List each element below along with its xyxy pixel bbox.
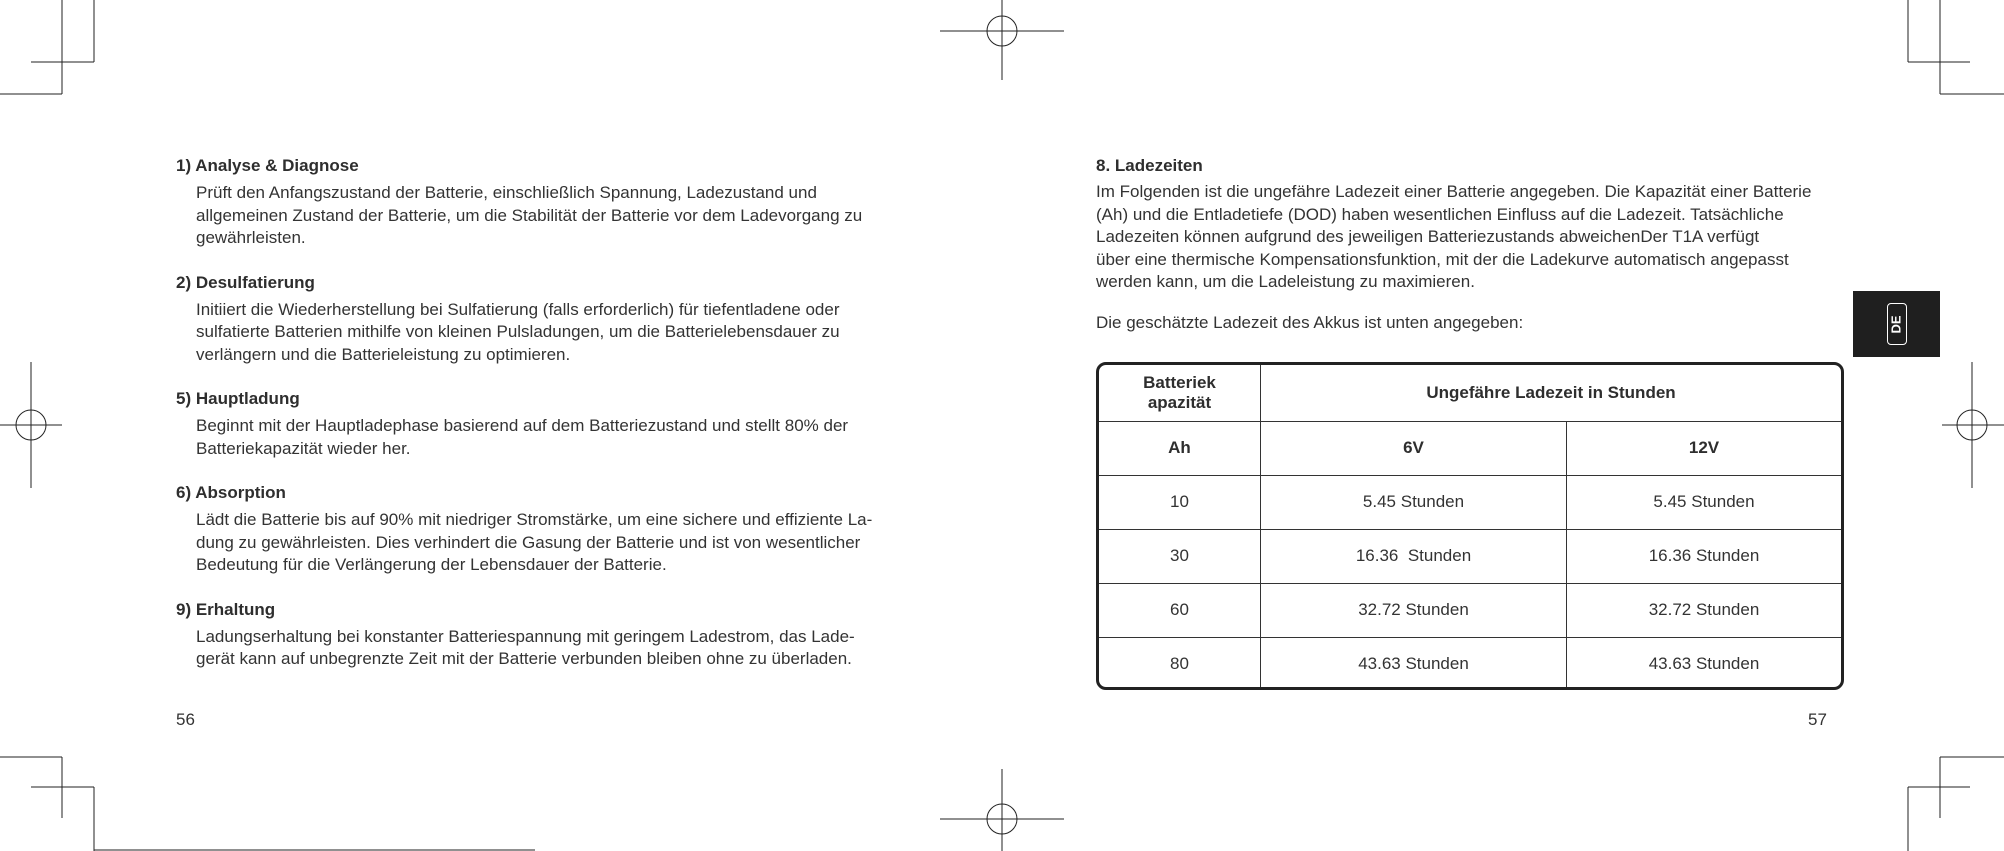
text-line: Prüft den Anfangszustand der Batterie, einschließlich Spannung, Ladezustand und	[196, 183, 817, 202]
subheader-12v: 12V	[1567, 421, 1842, 475]
table-row	[1099, 475, 1841, 529]
table-subheader-row	[1099, 421, 1841, 475]
text-line: Im Folgenden ist die ungefähre Ladezeit einer Batterie angegeben. Die Kapazität einer Batterie	[1096, 182, 1812, 201]
cell-ah: 10	[1099, 475, 1261, 529]
section-body	[176, 299, 916, 367]
page-number-right: 57	[1808, 710, 1827, 729]
section-title: 2) Desulfatierung	[176, 272, 315, 292]
cell-12v: 16.36 Stunden	[1567, 529, 1842, 583]
table-header-row	[1099, 365, 1841, 421]
text-line: Ladungserhaltung bei konstanter Batteriespannung mit geringem Ladestrom, das Lade-	[196, 626, 855, 646]
section-title: 6) Absorption	[176, 483, 286, 502]
section-body	[176, 415, 916, 460]
text-line: Initiiert die Wiederherstellung bei Sulfatierung (falls erforderlich) für tiefentladene oder	[196, 299, 840, 319]
cell-12v: 5.45 Stunden	[1567, 475, 1842, 529]
section-erhaltung	[176, 599, 916, 671]
text-line: dung zu gewährleisten. Dies verhindert die Gasung der Batterie und ist von wesentlicher	[196, 532, 861, 552]
cell-6v: 32.72 Stunden	[1261, 583, 1567, 637]
section-hauptladung	[176, 388, 916, 460]
text-line: Ladezeiten können aufgrund des jeweiligen Batteriezustands abweichenDer T1A verfügt	[1096, 227, 1760, 246]
language-label: DE	[1889, 314, 1904, 334]
table-intro-text: Die geschätzte Ladezeit des Akkus ist unten angegeben:	[1096, 312, 1524, 332]
text-line: sulfatierte Batterien mithilfe von kleinen Pulsladungen, um die Batterielebensdauer zu	[196, 322, 840, 341]
subheader-6v: 6V	[1261, 421, 1567, 475]
section-title-ladezeiten: 8. Ladezeiten	[1096, 156, 1203, 175]
section-desulfatierung	[176, 272, 916, 367]
cell-6v: 43.63 Stunden	[1261, 637, 1567, 690]
subheader-ah: Ah	[1099, 421, 1261, 475]
text-line: gerät kann auf unbegrenzte Zeit mit der Batterie verbunden bleiben ohne zu überladen.	[196, 649, 852, 668]
language-badge	[1887, 303, 1907, 345]
cell-6v: 5.45 Stunden	[1261, 475, 1567, 529]
page-number-left: 56	[176, 710, 195, 729]
section-title: 5) Hauptladung	[176, 389, 300, 408]
section-title: 1) Analyse & Diagnose	[176, 156, 359, 175]
section-title: 9) Erhaltung	[176, 599, 276, 619]
text-line: Beginnt mit der Hauptladephase basierend auf dem Batteriezustand und stellt 80% der	[196, 416, 849, 435]
intro-paragraph	[1096, 181, 1848, 294]
text-line: Bedeutung für die Verlängerung der Lebensdauer der Batterie.	[196, 555, 667, 574]
section-body	[176, 626, 916, 671]
section-body	[176, 509, 916, 577]
text-line: Lädt die Batterie bis auf 90% mit niedriger Stromstärke, um eine sichere und effiziente La-	[196, 510, 873, 529]
text-line: (Ah) und die Entladetiefe (DOD) haben wesentlichen Einfluss auf die Ladezeit. Tatsächliche	[1096, 204, 1784, 224]
table-row	[1099, 583, 1841, 637]
cell-6v: 16.36 Stunden	[1261, 529, 1567, 583]
text-line: verlängern und die Batterieleistung zu optimieren.	[196, 344, 571, 364]
cell-ah: 30	[1099, 529, 1261, 583]
header-capacity	[1099, 365, 1261, 421]
text-line: gewährleisten.	[196, 228, 306, 247]
right-page-content	[1096, 155, 1848, 334]
language-tab	[1853, 291, 1940, 357]
header-capacity-line: apazität	[1147, 392, 1212, 412]
text-line: allgemeinen Zustand der Batterie, um die Stabilität der Batterie vor dem Ladevorgang zu	[196, 205, 863, 225]
section-body	[176, 182, 916, 250]
cell-ah: 80	[1099, 637, 1261, 690]
table-row	[1099, 637, 1841, 690]
cell-ah: 60	[1099, 583, 1261, 637]
text-line: über eine thermische Kompensationsfunktion, mit der die Ladekurve automatisch angepasst	[1096, 249, 1789, 269]
section-absorption	[176, 482, 916, 577]
header-capacity-line: Batteriek	[1143, 372, 1216, 392]
cell-12v: 32.72 Stunden	[1567, 583, 1842, 637]
text-line: Batteriekapazität wieder her.	[196, 438, 411, 458]
table-row	[1099, 529, 1841, 583]
section-analyse	[176, 155, 916, 250]
charging-time-table	[1096, 362, 1844, 690]
left-page-content	[176, 155, 916, 693]
text-line: werden kann, um die Ladeleistung zu maximieren.	[1096, 272, 1475, 291]
cell-12v: 43.63 Stunden	[1567, 637, 1842, 690]
header-charge-time: Ungefähre Ladezeit in Stunden	[1261, 365, 1842, 421]
